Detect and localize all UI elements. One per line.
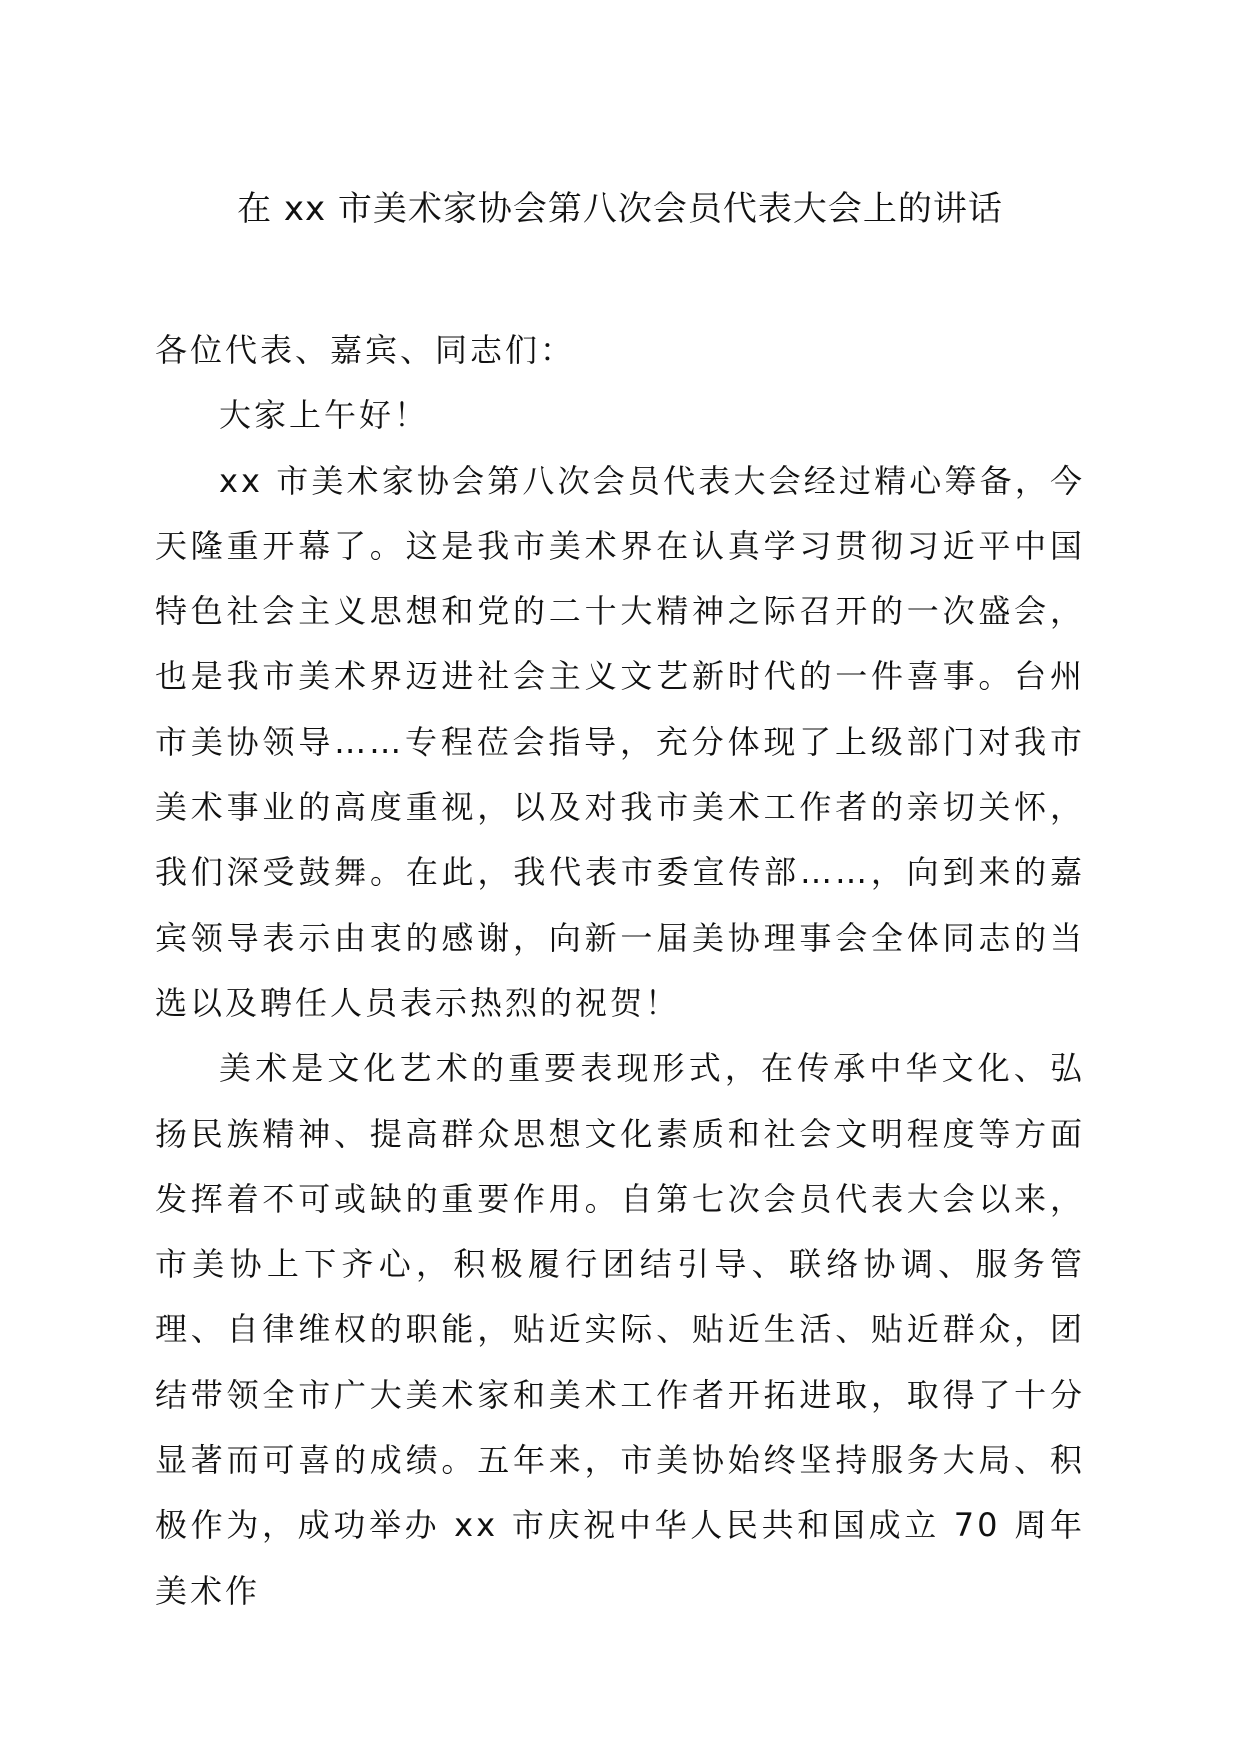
paragraph-achievements: 美术是文化艺术的重要表现形式，在传承中华文化、弘扬民族精神、提高群众思想文化素质和社会文明程度等方面发挥着不可或缺的重要作用。自第七次会员代表大会以来，市美协上下齐心，积极履行团结引导、联络协调、服务管理、自律维权的职能，贴近实际、贴近生活、贴近群众，团结带领全市广大美术家和美术工作者开拓进取，取得了十分显著而可喜的成绩。五年来，市美协始终坚持服务大局、积极作为，成功举办 xx 市庆祝中华人民共和国成立 70 周年美术作	[155, 1049, 1085, 1610]
document-body	[155, 318, 1085, 1624]
salutation: 各位代表、嘉宾、同志们：	[155, 331, 576, 369]
paragraph-greeting: 大家上午好！	[219, 396, 430, 435]
paragraph-opening: xx 市美术家协会第八次会员代表大会经过精心筹备，今天隆重开幕了。这是我市美术界在认真学习贯彻习近平中国特色社会主义思想和党的二十大精神之际召开的一次盛会，也是我市美术界迈进社会主义文艺新时代的一件喜事。台州市美协领导……专程莅会指导，充分体现了上级部门对我市美术事业的高度重视，以及对我市美术工作者的亲切关怀，我们深受鼓舞。在此，我代表市委宣传部……，向到来的嘉宾领导表示由衷的感谢，向新一届美协理事会全体同志的当选以及聘任人员表示热烈的祝贺！	[155, 461, 1085, 1022]
document-title: 在 xx 市美术家协会第八次会员代表大会上的讲话	[237, 189, 1003, 229]
